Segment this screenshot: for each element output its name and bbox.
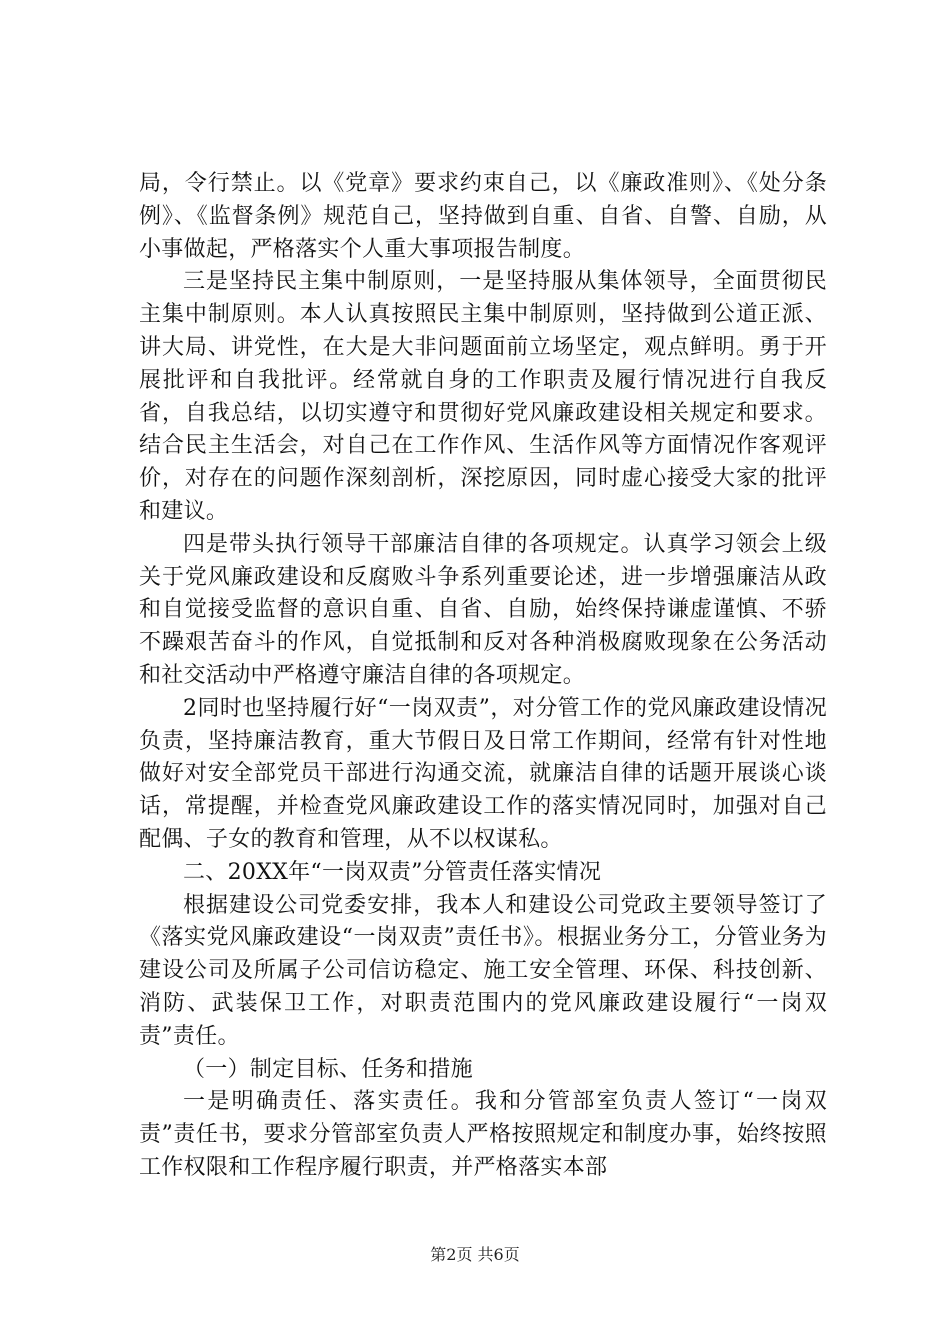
page-footer: 第2页 共6页 <box>430 1245 520 1264</box>
document-body <box>139 168 827 1185</box>
section-heading-2: 二、20XX年“一岗双责”分管责任落实情况 <box>183 859 602 885</box>
paragraph-dual-responsibility: 2同时也坚持履行好“一岗双责”，对分管工作的党风廉政建设情况负责，坚持廉洁教育，重大节假日及日常工作期间，经常有针对性地做好对安全部党员干部进行沟通交流，就廉洁自律的话题开展谈心谈话，常提醒，并检查党风廉政建设工作的落实情况同时，加强对自己配偶、子女的教育和管理，从不以权谋私。 <box>139 695 827 852</box>
paragraph-self-discipline: 四是带头执行领导干部廉洁自律的各项规定。认真学习领会上级关于党风廉政建设和反腐败斗争系列重要论述，进一步增强廉洁从政和自觉接受监督的意识自重、自省、自励，始终保持谦虚谨慎、不骄不躁艰苦奋斗的作风，自觉抵制和反对各种消极腐败现象在公务活动和社交活动中严格遵守廉洁自律的各项规定。 <box>139 531 827 688</box>
paragraph-clarify-responsibility: 一是明确责任、落实责任。我和分管部室负责人签订“一岗双责”责任书，要求分管部室负责人严格按照规定和制度办事，始终按照工作权限和工作程序履行职责，并严格落实本部 <box>139 1089 827 1180</box>
paragraph-responsibility-letter: 根据建设公司党委安排，我本人和建设公司党政主要领导签订了《落实党风廉政建设“一岗双责”责任书》。根据业务分工，分管业务为建设公司及所属子公司信访稳定、施工安全管理、环保、科技创新、消防、武装保卫工作，对职责范围内的党风廉政建设履行“一岗双责”责任。 <box>139 892 827 1049</box>
subsection-heading-1: （一）制定目标、任务和措施 <box>183 1056 473 1082</box>
paragraph-democratic-centralism: 三是坚持民主集中制原则，一是坚持服从集体领导，全面贯彻民主集中制原则。本人认真按照民主集中制原则，坚持做到公道正派、讲大局、讲党性，在大是大非问题面前立场坚定，观点鲜明。勇于开展批评和自我批评。经常就自身的工作职责及履行情况进行自我反省，自我总结，以切实遵守和贯彻好党风廉政建设相关规定和要求。结合民主生活会，对自己在工作作风、生活作风等方面情况作客观评价，对存在的问题作深刻剖析，深挖原因，同时虚心接受大家的批评和建议。 <box>139 269 827 524</box>
paragraph-continuation: 局，令行禁止。以《党章》要求约束自己，以《廉政准则》、《处分条例》、《监督条例》规范自己，坚持做到自重、自省、自警、自励，从小事做起，严格落实个人重大事项报告制度。 <box>139 171 827 262</box>
